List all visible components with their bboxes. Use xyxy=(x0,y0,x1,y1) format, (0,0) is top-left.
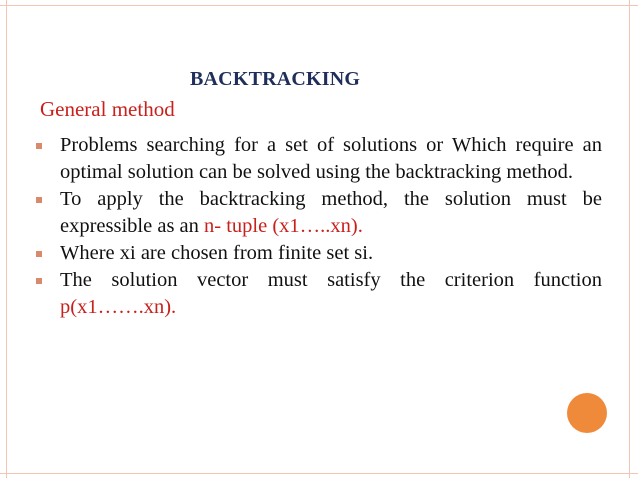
bullet-text: To apply the backtracking method, the solution must be expressible as an xyxy=(60,188,602,237)
bullet-item-3 xyxy=(34,240,602,267)
square-bullet-icon xyxy=(36,143,42,149)
right-border-line xyxy=(629,0,630,478)
bottom-border-line xyxy=(0,473,638,474)
bullet-item-1 xyxy=(34,132,602,186)
bullet-highlight: p(x1…….xn). xyxy=(60,296,177,318)
slide-title: BACKTRACKING xyxy=(190,68,361,90)
square-bullet-icon xyxy=(36,278,42,284)
bullet-text: The solution vector must satisfy the criterion function xyxy=(60,269,602,291)
bullet-highlight: n- tuple (x1…..xn). xyxy=(204,215,363,237)
bullet-text: Where xi are chosen from finite set si. xyxy=(60,242,374,264)
orange-circle-decoration xyxy=(567,393,607,433)
bullet-item-2 xyxy=(34,186,602,240)
square-bullet-icon xyxy=(36,251,42,257)
bullet-list xyxy=(34,132,602,321)
slide-subtitle: General method xyxy=(40,97,175,121)
bullet-text: Problems searching for a set of solutions or Which require an optimal solution can be solved using the backtracking method. xyxy=(60,134,602,183)
bullet-item-4 xyxy=(34,267,602,321)
square-bullet-icon xyxy=(36,197,42,203)
top-border-line xyxy=(0,5,638,6)
left-border-line xyxy=(6,0,7,478)
